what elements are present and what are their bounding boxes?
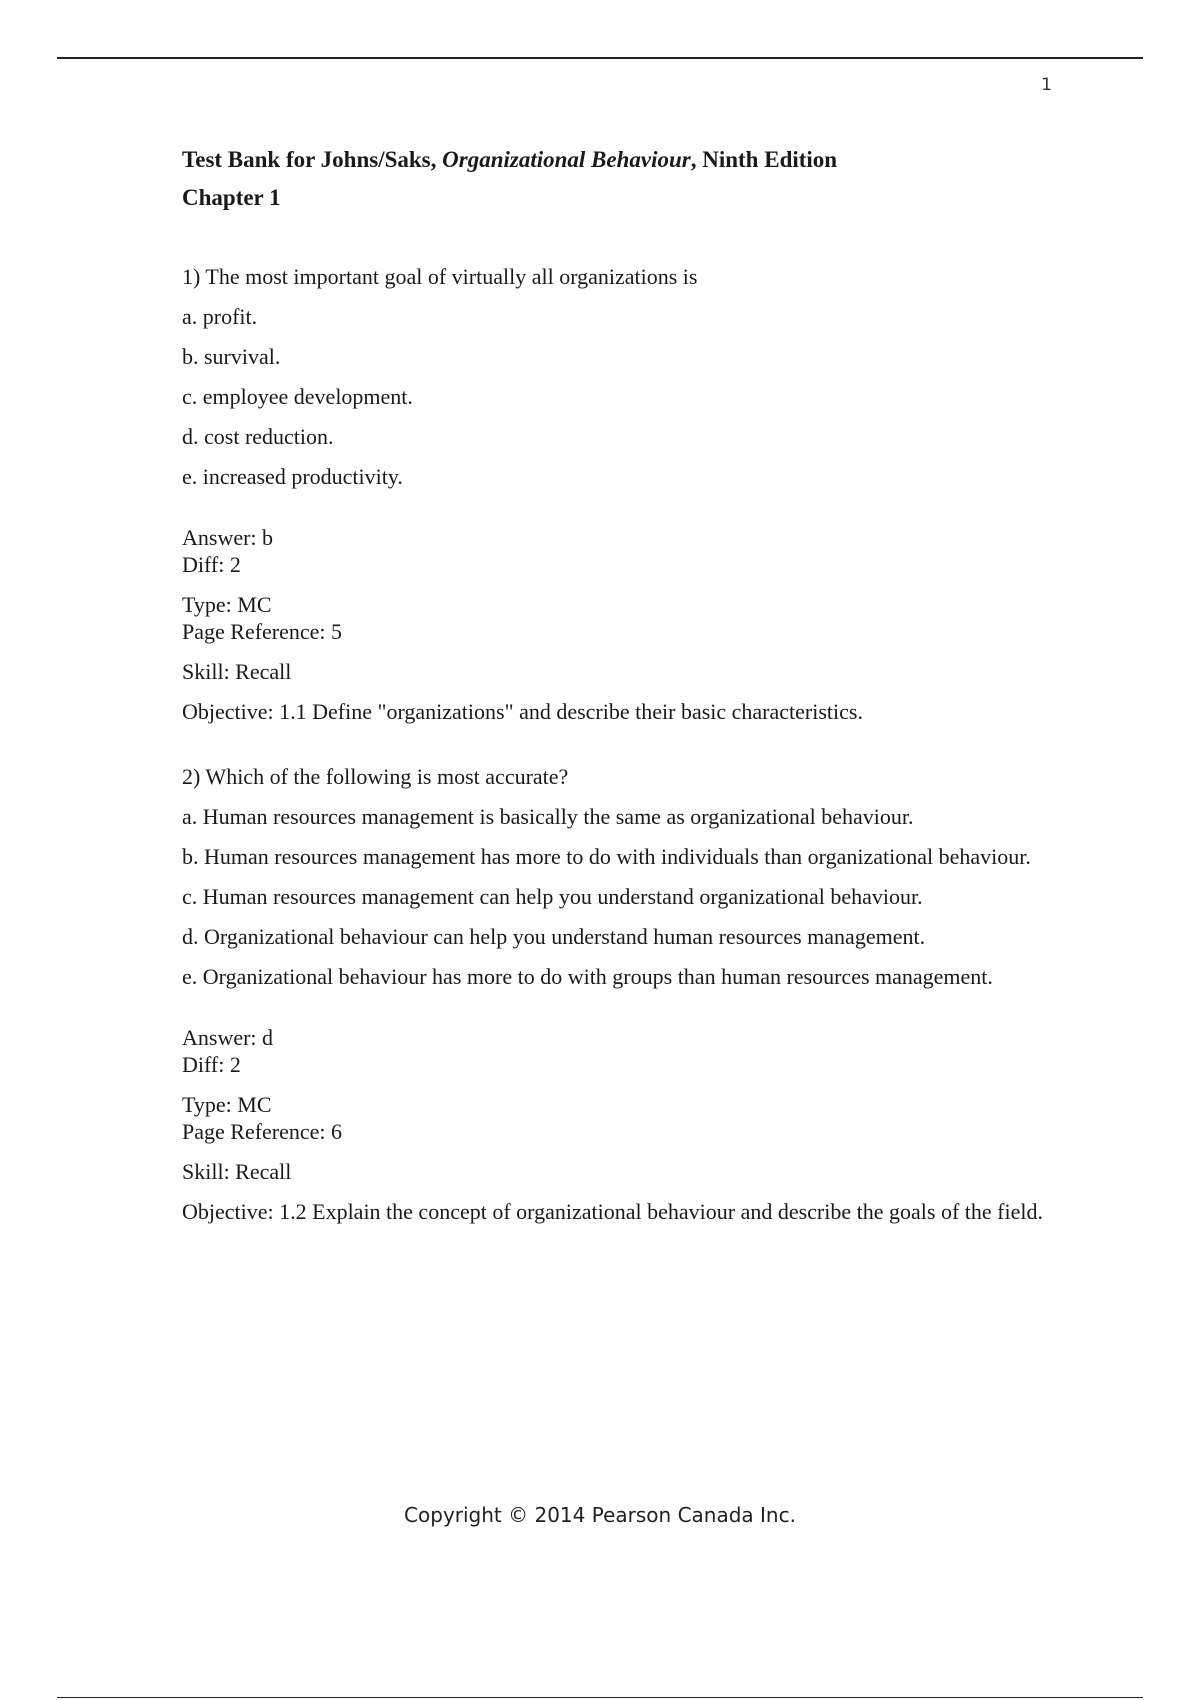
objective: Objective: 1.1 Define "organizations" and describe their basic characteristics. bbox=[182, 699, 863, 724]
skill: Skill: Recall bbox=[182, 659, 292, 684]
document-title bbox=[182, 145, 1052, 175]
option-d: d. cost reduction. bbox=[182, 424, 334, 449]
chapter-heading: Chapter 1 bbox=[182, 185, 281, 210]
option-e: e. Organizational behaviour has more to do with groups than human resources management. bbox=[182, 964, 993, 989]
title-suffix: , Ninth Edition bbox=[690, 147, 838, 172]
question-type: Type: MC bbox=[182, 592, 272, 617]
objective: Objective: 1.2 Explain the concept of organizational behaviour and describe the goals of the field. bbox=[182, 1199, 1043, 1224]
skill: Skill: Recall bbox=[182, 1159, 292, 1184]
difficulty: Diff: 2 bbox=[182, 552, 241, 577]
answer: Answer: b bbox=[182, 525, 274, 550]
question-type: Type: MC bbox=[182, 1092, 272, 1117]
answer: Answer: d bbox=[182, 1025, 274, 1050]
bottom-rule bbox=[57, 1697, 1143, 1698]
answer-metadata bbox=[182, 1024, 1052, 1225]
top-rule bbox=[57, 57, 1143, 59]
answer-metadata bbox=[182, 524, 1052, 725]
page-number: 1 bbox=[1041, 75, 1052, 95]
option-c: c. employee development. bbox=[182, 384, 413, 409]
option-e: e. increased productivity. bbox=[182, 464, 403, 489]
option-d: d. Organizational behaviour can help you understand human resources management. bbox=[182, 924, 926, 949]
question-stem: 1) The most important goal of virtually all organizations is bbox=[182, 264, 698, 289]
option-a: a. Human resources management is basically the same as organizational behaviour. bbox=[182, 804, 914, 829]
option-b: b. Human resources management has more to do with individuals than organizational behaviour. bbox=[182, 844, 1031, 869]
question-2 bbox=[182, 763, 1052, 1225]
copyright-footer: Copyright © 2014 Pearson Canada Inc. bbox=[404, 1503, 796, 1527]
page-reference: Page Reference: 6 bbox=[182, 1119, 343, 1144]
question-stem: 2) Which of the following is most accurate? bbox=[182, 764, 569, 789]
option-c: c. Human resources management can help you understand organizational behaviour. bbox=[182, 884, 923, 909]
title-book-name: Organizational Behaviour bbox=[442, 147, 691, 172]
page-reference: Page Reference: 5 bbox=[182, 619, 343, 644]
difficulty: Diff: 2 bbox=[182, 1052, 241, 1077]
option-a: a. profit. bbox=[182, 304, 258, 329]
document-body bbox=[182, 145, 1052, 1225]
option-b: b. survival. bbox=[182, 344, 281, 369]
title-prefix: Test Bank for Johns/Saks, bbox=[182, 147, 443, 172]
question-1 bbox=[182, 263, 1052, 725]
